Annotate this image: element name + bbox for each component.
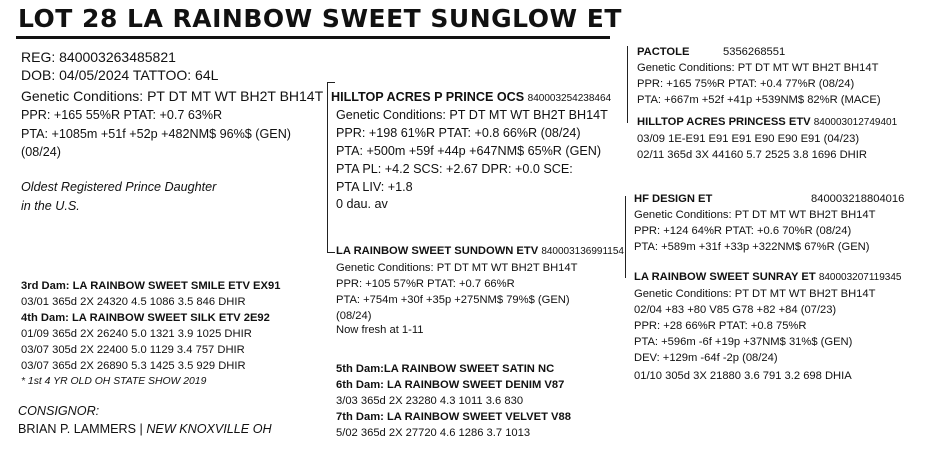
- sire-ppr: PPR: +198 61%R PTAT: +0.8 66%R (08/24): [336, 126, 581, 140]
- pedigree-line-sire-parents: [627, 46, 628, 123]
- dam-name-line: [336, 243, 624, 260]
- dam-ppr: PPR: +105 57%R PTAT: +0.7 66%R: [336, 278, 515, 290]
- sire-name-line: [331, 88, 611, 108]
- sire-daughters: 0 dau. av: [336, 197, 388, 211]
- sires-sire-pta: PTA: +667m +52f +41p +539NM$ 82%R (MACE): [637, 94, 881, 106]
- pedigree-line-dam: [327, 252, 335, 253]
- sire-name: HILLTOP ACRES P PRINCE OCS: [331, 90, 525, 104]
- pta: PTA: +1085m +51f +52p +482NM$ 96%$ (GEN): [21, 127, 291, 141]
- fourth-dam-record-1: 01/09 365d 2X 26240 5.0 1321 3.9 1025 DHIR: [21, 328, 252, 340]
- dams-dam-genetic: Genetic Conditions: PT DT MT WT BH2T BH14T: [634, 288, 876, 300]
- consignor-name: BRIAN P. LAMMERS: [18, 422, 137, 436]
- note-line-2: in the U.S.: [21, 199, 80, 213]
- dams-dam-dev: DEV: +129m -64f -2p (08/24): [634, 352, 778, 364]
- sire-genetic: Genetic Conditions: PT DT MT WT BH2T BH14T: [336, 108, 608, 122]
- sires-dam-classification: 03/09 1E-E91 E91 E91 E90 E90 E91 (04/23): [637, 133, 860, 145]
- dam-genetic: Genetic Conditions: PT DT MT WT BH2T BH14T: [336, 262, 578, 274]
- consignor-info: [18, 420, 272, 438]
- dams-sire-ppr: PPR: +124 64%R PTAT: +0.6 70%R (08/24): [634, 225, 852, 237]
- pedigree-line-sire: [327, 82, 335, 83]
- ppr: PPR: +165 55%R PTAT: +0.7 63%R: [21, 108, 223, 122]
- sires-dam-record: 02/11 365d 3X 44160 5.7 2525 3.8 1696 DHIR: [637, 149, 867, 161]
- consignor-location: NEW KNOXVILLE OH: [146, 422, 272, 436]
- sires-dam-name-line: [637, 114, 897, 131]
- sires-sire-ppr: PPR: +165 75%R PTAT: +0.4 77%R (08/24): [637, 78, 855, 90]
- sires-dam-name: HILLTOP ACRES PRINCESS ETV: [637, 116, 811, 128]
- consignor-separator: |: [136, 422, 147, 436]
- dams-dam-pta: PTA: +596m -6f +19p +37NM$ 31%$ (GEN): [634, 336, 853, 348]
- reg-number: REG: 840003263485821: [21, 49, 176, 65]
- sires-dam-number: 840003012749401: [813, 117, 898, 128]
- dams-sire-number: 840003218804016: [811, 193, 905, 205]
- title-underline: [16, 36, 610, 39]
- dams-dam-name: LA RAINBOW SWEET SUNRAY ET: [634, 271, 816, 283]
- dam-number: 840003136991154: [541, 246, 624, 257]
- dam-name: LA RAINBOW SWEET SUNDOWN ETV: [336, 245, 539, 257]
- dam-pta-date: (08/24): [336, 310, 372, 322]
- seventh-dam-record: 5/02 365d 2X 27720 4.6 1286 3.7 1013: [336, 427, 531, 439]
- sire-pta: PTA: +500m +59f +44p +647NM$ 65%R (GEN): [336, 144, 602, 158]
- dams-dam-ppr: PPR: +28 66%R PTAT: +0.8 75%R: [634, 320, 807, 332]
- dams-sire-name: HF DESIGN ET: [634, 193, 713, 205]
- dam-note: Now fresh at 1-11: [336, 324, 424, 336]
- dam-pta: PTA: +754m +30f +35p +275NM$ 79%$ (GEN): [336, 294, 570, 306]
- pta-date: (08/24): [21, 145, 61, 159]
- fourth-dam-note: * 1st 4 YR OLD OH STATE SHOW 2019: [21, 376, 207, 387]
- sires-sire-genetic: Genetic Conditions: PT DT MT WT BH2T BH14T: [637, 62, 879, 74]
- pedigree-line-dam-parents: [625, 196, 626, 278]
- dams-dam-number: 840003207119345: [818, 272, 902, 283]
- fourth-dam-label: 4th Dam: LA RAINBOW SWEET SILK ETV 2E92: [21, 312, 270, 324]
- genetic-conditions: Genetic Conditions: PT DT MT WT BH2T BH14T: [21, 88, 324, 104]
- pedigree-line-main: [327, 82, 328, 252]
- sixth-dam: 6th Dam: LA RAINBOW SWEET DENIM V87: [336, 379, 565, 391]
- sire-number: 840003254238464: [527, 93, 612, 104]
- lot-title: LOT 28 LA RAINBOW SWEET SUNGLOW ET: [18, 4, 622, 33]
- sire-pta-pl: PTA PL: +4.2 SCS: +2.67 DPR: +0.0 SCE:: [336, 162, 573, 176]
- consignor-label: CONSIGNOR:: [18, 404, 100, 418]
- sires-sire-number: 5356268551: [723, 46, 786, 58]
- sire-pta-liv: PTA LIV: +1.8: [336, 180, 413, 194]
- fourth-dam-record-3: 03/07 365d 2X 26890 5.3 1425 3.5 929 DHIR: [21, 360, 246, 372]
- sixth-dam-record: 3/03 365d 2X 23280 4.3 1011 3.6 830: [336, 395, 524, 407]
- dams-sire-genetic: Genetic Conditions: PT DT MT WT BH2T BH14T: [634, 209, 876, 221]
- third-dam-label: 3rd Dam: LA RAINBOW SWEET SMILE ETV EX91: [21, 280, 281, 292]
- dams-dam-name-line: [634, 269, 902, 286]
- dams-dam-record: 01/10 305d 3X 21880 3.6 791 3.2 698 DHIA: [634, 370, 852, 382]
- dob-tattoo: DOB: 04/05/2024 TATTOO: 64L: [21, 67, 219, 83]
- note-line-1: Oldest Registered Prince Daughter: [21, 180, 217, 194]
- third-dam-record: 03/01 365d 2X 24320 4.5 1086 3.5 846 DHIR: [21, 296, 246, 308]
- seventh-dam: 7th Dam: LA RAINBOW SWEET VELVET V88: [336, 411, 571, 423]
- dams-dam-classification: 02/04 +83 +80 V85 G78 +82 +84 (07/23): [634, 304, 837, 316]
- dams-sire-pta: PTA: +589m +31f +33p +322NM$ 67%R (GEN): [634, 241, 870, 253]
- fourth-dam-record-2: 03/07 305d 2X 22400 5.0 1129 3.4 757 DHIR: [21, 344, 245, 356]
- fifth-dam: 5th Dam:LA RAINBOW SWEET SATIN NC: [336, 363, 555, 375]
- sires-sire-name: PACTOLE: [637, 46, 690, 58]
